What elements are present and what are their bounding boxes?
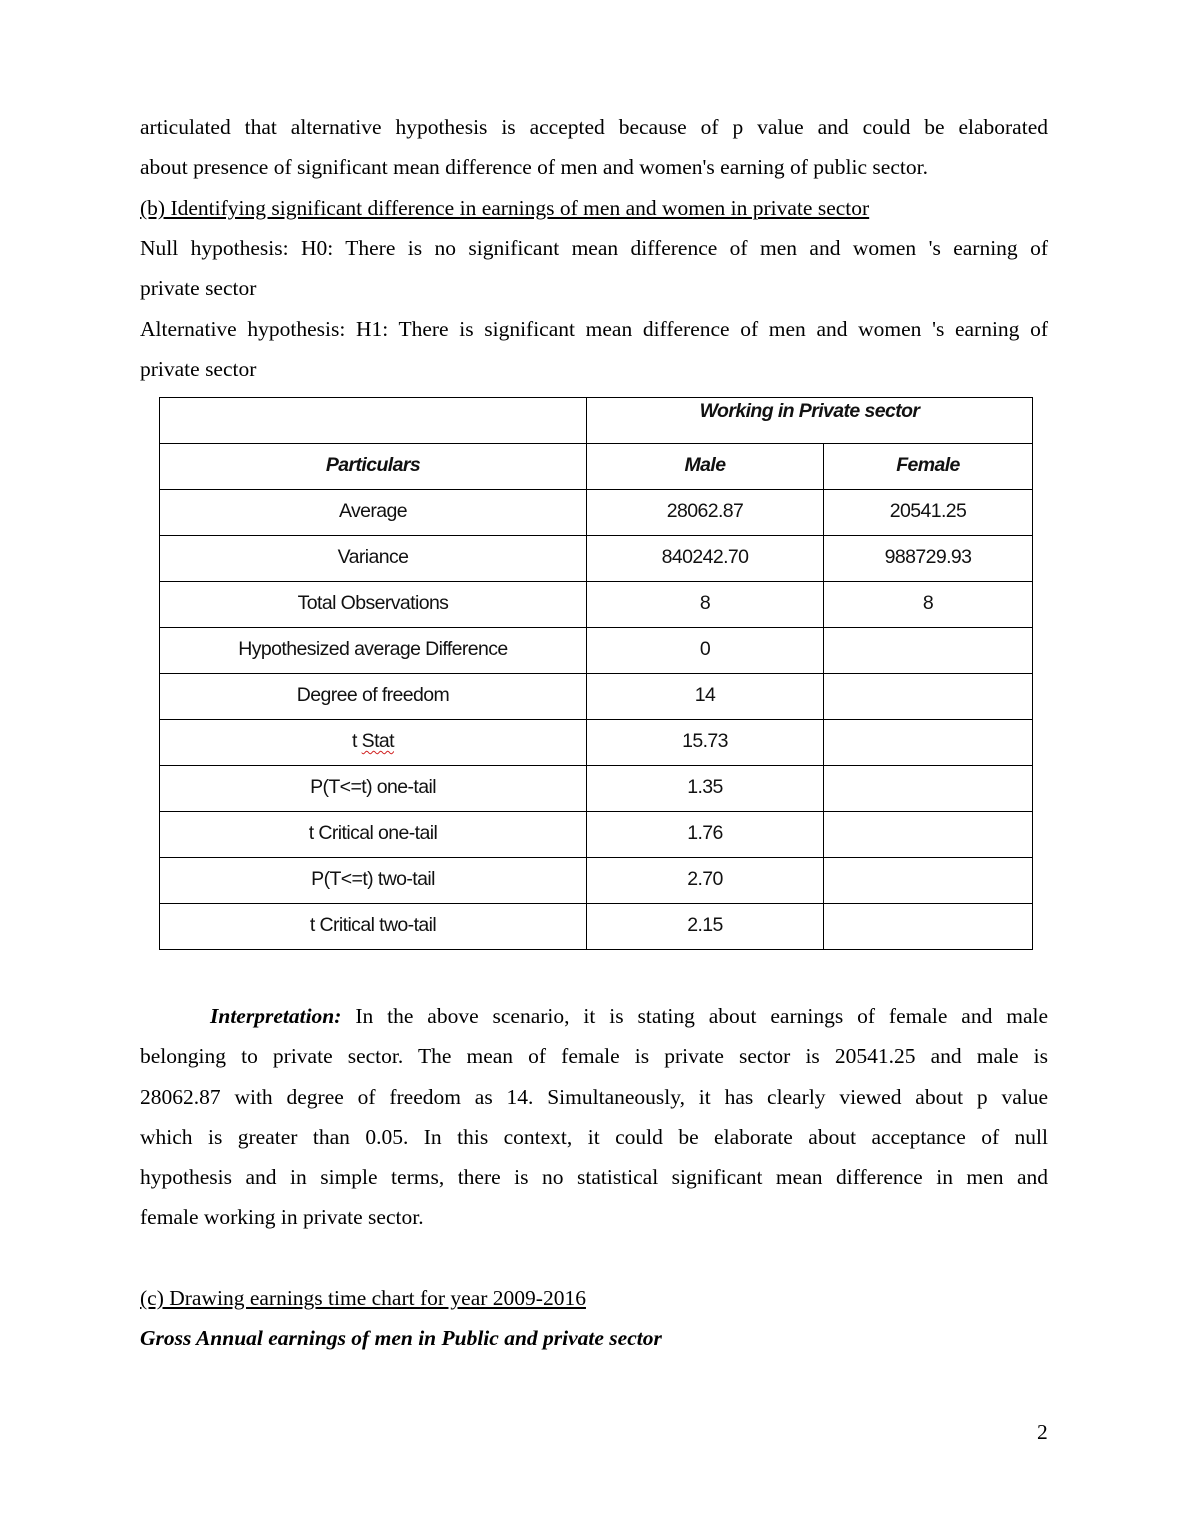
table-row (160, 490, 1033, 536)
group-header: Working in Private sector (587, 398, 1033, 444)
interpretation-line: hypothesis and in simple terms, there is no statistical significant mean difference in men and (140, 1165, 1048, 1189)
paragraph-line: articulated that alternative hypothesis is accepted because of p value and could be elaborated (140, 115, 1048, 139)
table-row (160, 812, 1033, 858)
row-label: Variance (160, 536, 587, 582)
row-label-prefix: t (352, 730, 362, 752)
null-hypothesis-line: private sector (140, 276, 257, 300)
male-value: 15.73 (587, 720, 824, 766)
chart-caption: Gross Annual earnings of men in Public and private sector (140, 1326, 662, 1350)
interpretation-label: Interpretation: (210, 1004, 342, 1028)
row-label: Average (160, 490, 587, 536)
male-value: 840242.70 (587, 536, 824, 582)
interpretation-line (210, 1004, 1048, 1028)
table-row (160, 720, 1033, 766)
male-value: 2.70 (587, 858, 824, 904)
interpretation-line: belonging to private sector. The mean of female is private sector is 20541.25 and male is (140, 1044, 1048, 1068)
male-value: 1.76 (587, 812, 824, 858)
section-c-heading: (c) Drawing earnings time chart for year 2009-2016 (140, 1286, 586, 1310)
col-header-male: Male (587, 444, 824, 490)
row-label: Degree of freedom (160, 674, 587, 720)
male-value: 8 (587, 582, 824, 628)
female-value (824, 858, 1033, 904)
interpretation-line: 28062.87 with degree of freedom as 14. Simultaneously, it has clearly viewed about p value (140, 1085, 1048, 1109)
row-label: Hypothesized average Difference (160, 628, 587, 674)
female-value: 8 (824, 582, 1033, 628)
table-row (160, 628, 1033, 674)
row-label: t Critical one-tail (160, 812, 587, 858)
female-value: 20541.25 (824, 490, 1033, 536)
female-value: 988729.93 (824, 536, 1033, 582)
t-test-table (159, 397, 1033, 950)
alt-hypothesis-line: Alternative hypothesis: H1: There is significant mean difference of men and women 's earning of (140, 317, 1048, 341)
row-label (160, 720, 587, 766)
row-label: Total Observations (160, 582, 587, 628)
table-row (160, 674, 1033, 720)
alt-hypothesis-line: private sector (140, 357, 257, 381)
table-header-row (160, 398, 1033, 444)
paragraph-line: about presence of significant mean difference of men and women's earning of public sector. (140, 155, 928, 179)
row-label: t Critical two-tail (160, 904, 587, 950)
table-row (160, 536, 1033, 582)
table-row (160, 858, 1033, 904)
interpretation-text: In the above scenario, it is stating about earnings of female and male (355, 1004, 1049, 1028)
female-value (824, 904, 1033, 950)
female-value (824, 674, 1033, 720)
col-header-female: Female (824, 444, 1033, 490)
male-value: 14 (587, 674, 824, 720)
female-value (824, 720, 1033, 766)
section-b-heading: (b) Identifying significant difference in earnings of men and women in private sector (140, 196, 870, 220)
table-row (160, 766, 1033, 812)
row-label: P(T<=t) one-tail (160, 766, 587, 812)
interpretation-line: female working in private sector. (140, 1205, 424, 1229)
table-empty-corner (160, 398, 587, 444)
male-value: 2.15 (587, 904, 824, 950)
male-value: 0 (587, 628, 824, 674)
col-header-particulars: Particulars (160, 444, 587, 490)
male-value: 28062.87 (587, 490, 824, 536)
row-label-word: Stat (361, 730, 394, 752)
female-value (824, 628, 1033, 674)
row-label: P(T<=t) two-tail (160, 858, 587, 904)
table-column-header-row (160, 444, 1033, 490)
table-row (160, 582, 1033, 628)
female-value (824, 812, 1033, 858)
page-number: 2 (1037, 1420, 1048, 1444)
interpretation-line: which is greater than 0.05. In this context, it could be elaborate about acceptance of null (140, 1125, 1048, 1149)
male-value: 1.35 (587, 766, 824, 812)
null-hypothesis-line: Null hypothesis: H0: There is no significant mean difference of men and women 's earning of (140, 236, 1048, 260)
female-value (824, 766, 1033, 812)
table-row (160, 904, 1033, 950)
